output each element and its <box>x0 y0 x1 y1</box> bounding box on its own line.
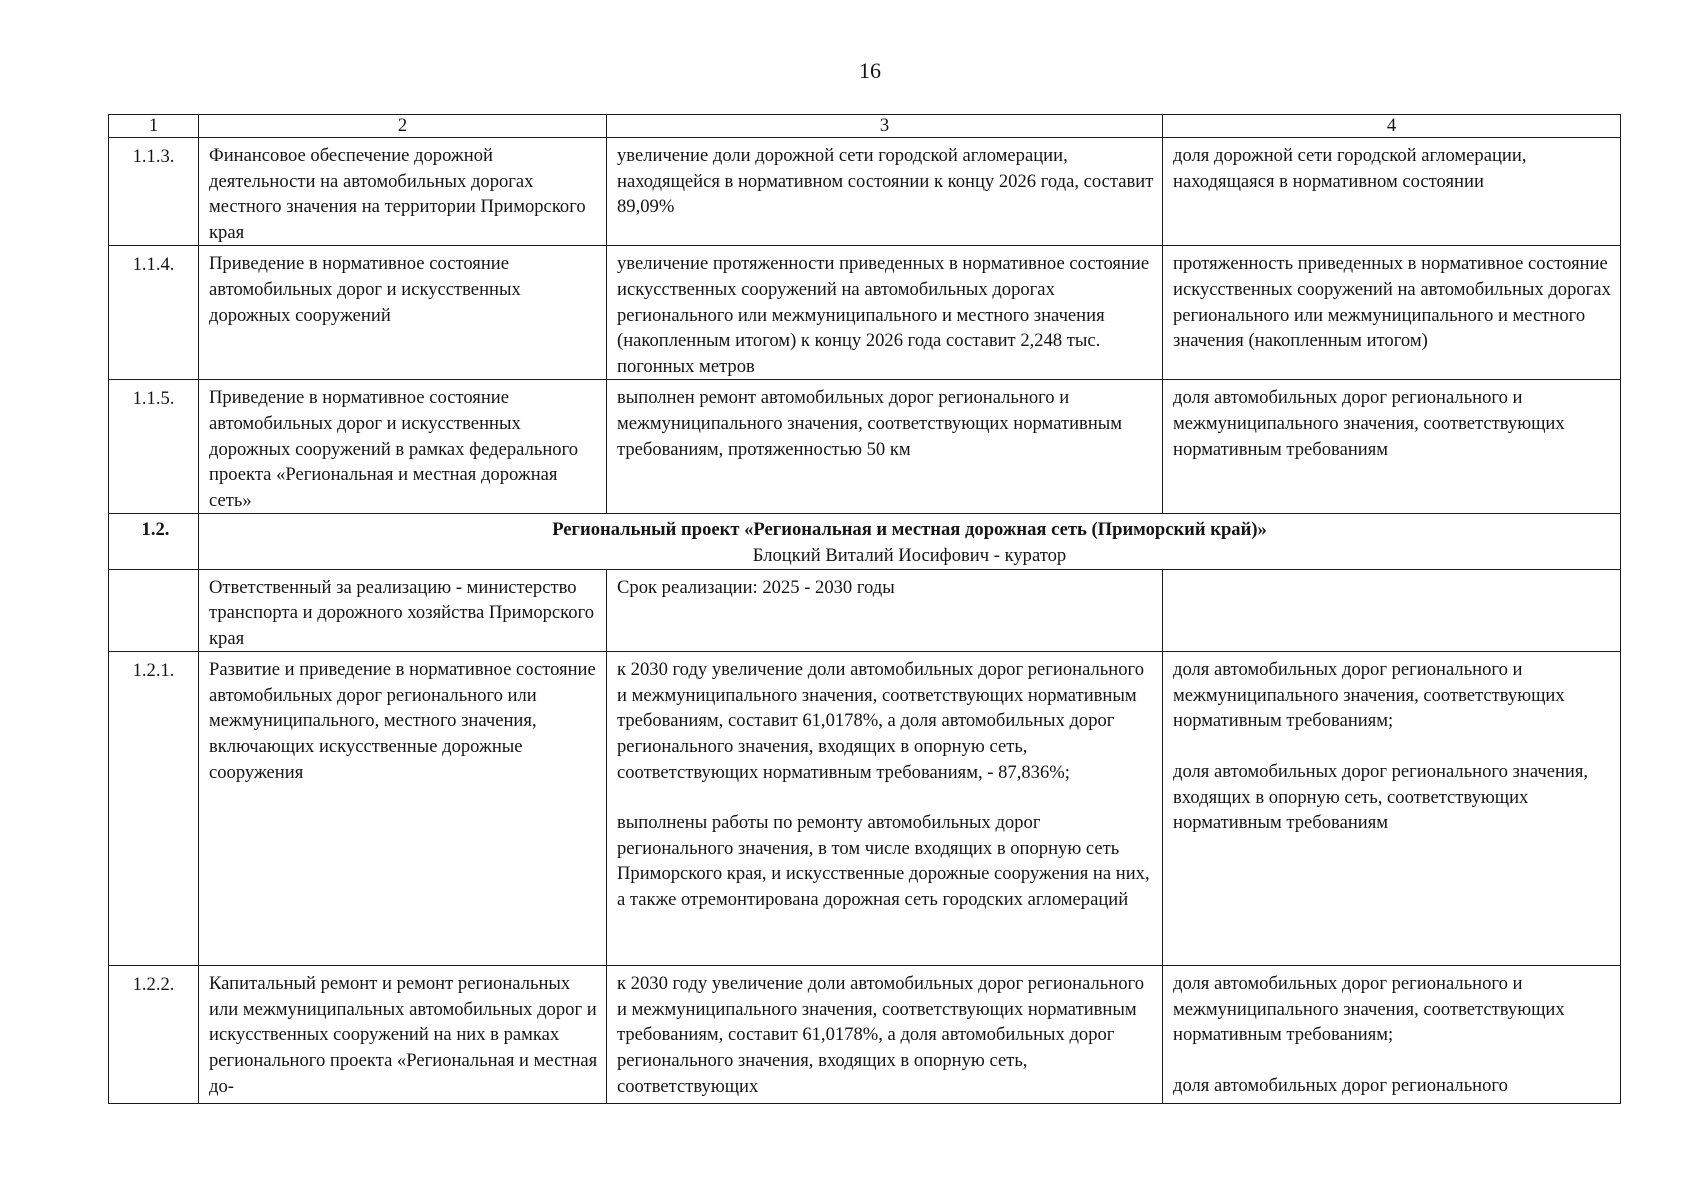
paragraph-spacer <box>1173 1048 1614 1073</box>
paragraph-spacer <box>617 785 1156 810</box>
page-number: 16 <box>859 58 881 83</box>
project-curator: Блоцкий Виталий Иосифович - куратор <box>752 544 1067 566</box>
row-number: 1.1.3. <box>109 138 199 246</box>
project-responsible: Ответственный за реализацию - министерство транспорта и дорожного хозяйства Приморского края <box>199 569 607 652</box>
result-cell: увеличение протяженности приведенных в нормативное состояние искусственных сооружений на автомобильных дорогах регионального или межмуниципального и местного значения (накопленным итогом) к концу 2026 года составит 2,248 тыс. погонных метров <box>607 246 1163 380</box>
indicator-paragraph: доля автомобильных дорог регионального значения, входящих в опорную сеть, соответствующих нормативным требованиям <box>1173 761 1589 834</box>
task-cell: Приведение в нормативное состояние автомобильных дорог и искусственных дорожных сооружений <box>199 246 607 380</box>
task-cell: Финансовое обеспечение дорожной деятельности на автомобильных дорогах местного значения на территории Приморского края <box>199 138 607 246</box>
task-cell: Развитие и приведение в нормативное состояние автомобильных дорог регионального или межмуниципального, местного значения, включающих искусственные дорожные сооружения <box>199 652 607 966</box>
row-number: 1.2.1. <box>109 652 199 966</box>
table-row <box>109 380 1621 514</box>
paragraph-spacer <box>1173 734 1614 759</box>
empty-number-cell <box>109 569 199 652</box>
project-extra <box>1163 569 1621 652</box>
project-number: 1.2. <box>109 514 199 569</box>
row-number: 1.2.2. <box>109 966 199 1104</box>
indicator-paragraph: доля автомобильных дорог регионального и межмуниципального значения, соответствующих нормативным требованиям; <box>1173 973 1565 1046</box>
result-paragraph: к 2030 году увеличение доли автомобильных дорог регионального и межмуниципального значения, соответствующих нормативным требованиям, составит 61,0178%, а доля автомобильных дорог регионального значения, входящих в опорную сеть, соответствующих нормативным требованиям, - 87,836%; <box>617 659 1144 783</box>
result-cell: увеличение доли дорожной сети городской агломерации, находящейся в нормативном состоянии к концу 2026 года, составит 89,09% <box>607 138 1163 246</box>
column-header-4: 4 <box>1163 115 1621 138</box>
result-cell: выполнен ремонт автомобильных дорог регионального и межмуниципального значения, соответствующих нормативным требованиям, протяженностью 50 км <box>607 380 1163 514</box>
result-paragraph: выполнены работы по ремонту автомобильных дорог регионального значения, в том числе входящих в опорную сеть Приморского края, и искусственные дорожные сооружения на них, а также отремонтирована дорожная сеть городских агломераций <box>617 812 1150 911</box>
project-heading-cell <box>199 514 1621 569</box>
indicator-cell: доля дорожной сети городской агломерации, находящаяся в нормативном состоянии <box>1163 138 1621 246</box>
table-row <box>109 246 1621 380</box>
row-number: 1.1.5. <box>109 380 199 514</box>
row-number: 1.1.4. <box>109 246 199 380</box>
measures-table <box>108 114 1621 1104</box>
task-cell: Капитальный ремонт и ремонт региональных или межмуниципальных автомобильных дорог и искусственных сооружений на них в рамках регионального проекта «Региональная и местная до- <box>199 966 607 1104</box>
result-cell <box>607 966 1163 1104</box>
indicator-cell: протяженность приведенных в нормативное состояние искусственных сооружений на автомобильных дорогах регионального или межмуниципального и местного значения (накопленным итогом) <box>1163 246 1621 380</box>
indicator-cell <box>1163 652 1621 966</box>
project-header-row <box>109 514 1621 569</box>
project-term: Срок реализации: 2025 - 2030 годы <box>607 569 1163 652</box>
table-header-row <box>109 115 1621 138</box>
project-info-row <box>109 569 1621 652</box>
indicator-cell <box>1163 966 1621 1104</box>
column-header-1: 1 <box>109 115 199 138</box>
table-row <box>109 966 1621 1104</box>
indicator-cell: доля автомобильных дорог регионального и межмуниципального значения, соответствующих нормативным требованиям <box>1163 380 1621 514</box>
project-title: Региональный проект «Региональная и местная дорожная сеть (Приморский край)» <box>552 519 1267 541</box>
table-row <box>109 138 1621 246</box>
task-cell: Приведение в нормативное состояние автомобильных дорог и искусственных дорожных сооружений в рамках федерального проекта «Региональная и местная дорожная сеть» <box>199 380 607 514</box>
result-paragraph: к 2030 году увеличение доли автомобильных дорог регионального и межмуниципального значения, соответствующих нормативным требованиям, составит 61,0178%, а доля автомобильных дорог регионального значения, входящих в опорную сеть, соответствующих <box>617 973 1144 1097</box>
indicator-paragraph: доля автомобильных дорог регионального <box>1173 1075 1508 1097</box>
result-cell <box>607 652 1163 966</box>
table-row <box>109 652 1621 966</box>
column-header-2: 2 <box>199 115 607 138</box>
column-header-3: 3 <box>607 115 1163 138</box>
indicator-paragraph: доля автомобильных дорог регионального и межмуниципального значения, соответствующих нормативным требованиям; <box>1173 659 1565 732</box>
